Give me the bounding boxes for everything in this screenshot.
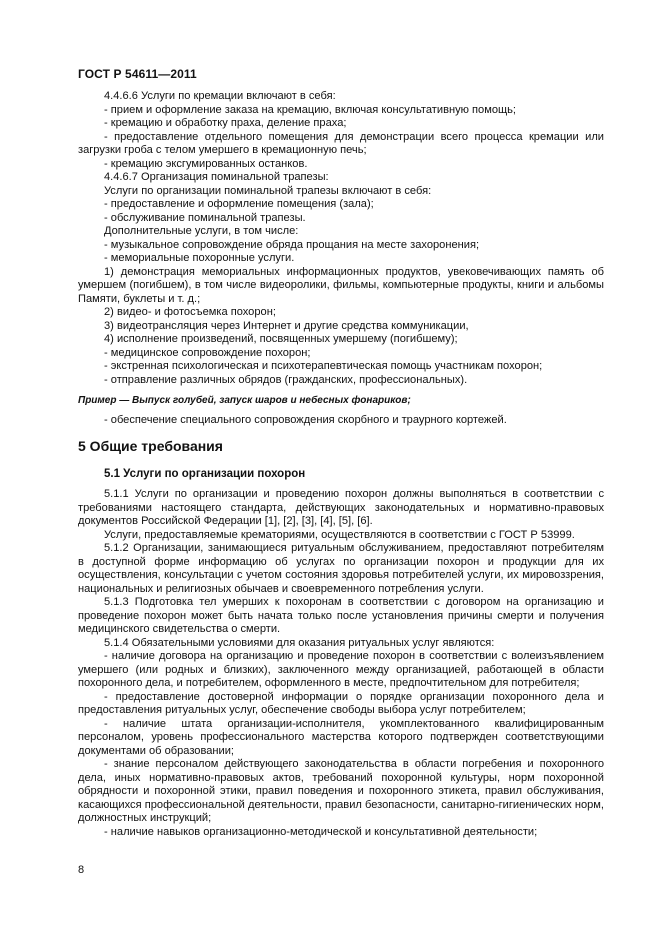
requirement-item: - знание персоналом действующего законодательства в области погребения и похоронного дела, иных нормативно-правовых актов, требований похоронной культуры, норм похоронной обрядности и похоронной этики, правил поведения и похоронного этикета, правил обслуживания, касающихся профессиональной деятельности, правил безопасности, санитарно-гигиенических норм, должностных инструкций; [78,758,604,824]
paragraph-5-1-1: 5.1.1 Услуги по организации и проведению похорон должны выполняться в соответствии с требованиями настоящего стандарта, действующих законодательных и нормативно-правовых документов Российской Федерации [1], [2], [3], [4], [5], [6]. [78,488,604,527]
additional-item: - экстренная психологическая и психотерапевтическая помощь участникам похорон; [104,360,543,372]
additional-item: - музыкальное сопровождение обряда прощания на месте захоронения; [104,238,480,251]
cremation-item: - прием и оформление заказа на кремацию, включая консультативную помощь; [104,103,516,116]
requirement-item: - наличие договора на организацию и проведение похорон в соответствии с волеизъявлением умершего (или родных и близких), заключенного между организацией, работающей в области похоронного дела, и потребителем, оформленного в месте, предпочтительном для потребителя; [78,650,604,689]
memorial-heading: 4.4.6.7 Организация поминальной трапезы: [104,171,329,183]
numbered-item: 1) демонстрация мемориальных информационных продуктов, увековечивающих память об умершем (погибшем), в том числе видеоролики, фильмы, компьютерные продукты, книги и альбомы Памяти, буклеты и т. д.; [78,265,604,305]
additional-item: - мемориальные похоронные услуги. [104,252,295,264]
paragraph-5-1-4: 5.1.4 Обязательными условиями для оказания ритуальных услуг являются: [104,636,495,649]
memorial-item: - обслуживание поминальной трапезы. [104,211,306,224]
paragraph-5-1-3: 5.1.3 Подготовка тел умерших к похоронам в соответствии с договором на организацию и проведение похорон может быть начата только после установления причины смерти и получения медицинского свидетельства о смерти. [78,596,604,635]
additional-item: - медицинское сопровождение похорон; [104,346,311,359]
paragraph-5-1-2: 5.1.2 Организации, занимающиеся ритуальным обслуживанием, предоставляют потребителям в доступной форме информацию об услугах по организации похорон и продукции для их осуществления, консультации с учетом состояния здоровья потребителей услуги, их мировоззрения, национальных и религиозных обычаев и своевременного потребления услуги. [78,542,604,595]
memorial-item: - предоставление и оформление помещения (зала); [104,198,374,210]
cremation-heading: 4.4.6.6 Услуги по кремации включают в себя: [104,90,336,102]
numbered-item: 2) видео- и фотосъемка похорон; [104,306,276,318]
subsection-title: 5.1 Услуги по организации похорон [104,467,306,480]
numbered-item: 3) видеотрансляция через Интернет и другие средства коммуникации, [104,319,469,332]
page-number: 8 [78,864,85,876]
section-title: 5 Общие требования [78,438,223,454]
requirement-item: - наличие штата организации-исполнителя, укомплектованного квалифицированным персоналом, уровень профессионального мастерства которого подтвержден соответствующими документами об образовании; [78,717,604,757]
additional-item: - отправление различных обрядов (гражданских, профессиональных). [104,373,468,386]
paragraph-5-1-1-note: Услуги, предоставляемые крематориями, осуществляются в соответствии с ГОСТ Р 53999. [104,528,575,541]
memorial-intro: Услуги по организации поминальной трапезы включают в себя: [104,184,432,197]
requirement-item: - наличие навыков организационно-методической и консультативной деятельности; [104,825,538,838]
numbered-item: 4) исполнение произведений, посвященных умершему (погибшему); [104,333,458,345]
cremation-item: - предоставление отдельного помещения для демонстрации всего процесса кремации или загрузки гроба с телом умершего в кремационную печь; [78,130,604,156]
document-body [78,90,604,839]
document-header: ГОСТ Р 54611—2011 [78,67,197,81]
cremation-item: - кремацию и обработку праха, деление праха; [104,117,347,129]
cremation-item: - кремацию эксгумированных останков. [104,157,308,170]
requirement-item: - предоставление достоверной информации о порядке организации похоронного дела и предоставления ритуальных услуг, обеспечение свободы выбора услуг потребителем; [78,690,604,716]
example-note: Пример — Выпуск голубей, запуск шаров и небесных фонариков; [78,395,411,406]
additional-item: - обеспечение специального сопровождения скорбного и траурного кортежей. [104,413,507,426]
additional-intro: Дополнительные услуги, в том числе: [104,225,299,237]
